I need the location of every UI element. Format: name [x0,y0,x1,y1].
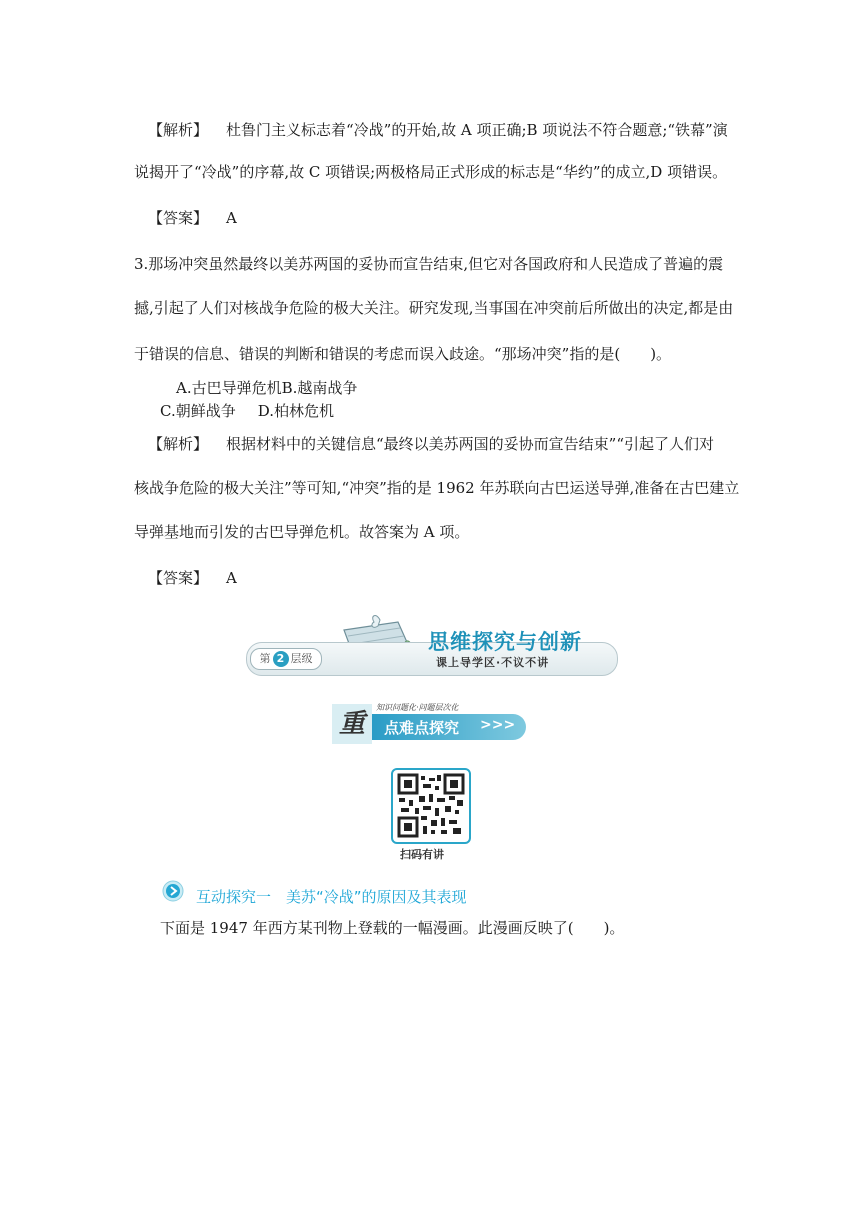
option-c: C.朝鲜战争 [160,402,236,420]
banner-subtitle: 课上导学区·不议不讲 [436,656,550,669]
intro-text: 下面是 1947 年西方某刊物上登载的一幅漫画。此漫画反映了( )。 [160,919,625,937]
level-prefix: 第 [259,652,271,665]
zhong-icon: 重 [332,704,372,744]
q3-stem-line3: 于错误的信息、错误的判断和错误的考虑而误入歧途。“那场冲突”指的是( )。 [134,345,672,363]
sub-banner-label: 点难点探究 [384,719,460,737]
level-number: 2 [273,651,289,667]
q3-stem-line1: 3.那场冲突虽然最终以美苏两国的妥协而宣告结束,但它对各国政府和人民造成了普遍的震 [134,255,724,273]
q3-answer [148,568,237,588]
level-suffix: 层级 [290,652,313,665]
q2-answer [148,208,237,228]
q2-analysis-line2: 说揭开了“冷战”的序幕,故 C 项错误;两极格局正式形成的标志是“华约”的成立,D 项错误。 [134,163,728,181]
arrow-circle-icon [162,880,184,902]
analysis-text: 杜鲁门主义标志着“冷战”的开始,故 A 项正确;B 项说法不符合题意;“铁幕”演 [226,121,728,139]
qr-caption: 扫码有讲 [400,848,444,861]
section-banner [240,612,620,678]
level-badge [250,648,322,670]
explore-heading: 互动探究一 美苏“冷战”的原因及其表现 [196,888,467,906]
analysis-tag: 【解析】 [148,121,209,139]
analysis-tag: 【解析】 [148,435,209,453]
banner-title: 思维探究与创新 [428,630,582,654]
q3-analysis-line2: 核战争危险的极大关注”等可知,“冲突”指的是 1962 年苏联向古巴运送导弹,准备在古巴建立 [134,479,740,497]
sub-banner-top-text: 知识问题化·问题层次化 [376,703,459,712]
q2-analysis-line1 [148,120,728,140]
option-d: D.柏林危机 [257,402,334,420]
q3-analysis-line1 [148,434,714,454]
option-a: A.古巴导弹危机 [176,379,282,397]
option-b: B.越南战争 [281,379,358,397]
sub-banner [332,700,532,750]
q3-stem-line2: 撼,引起了人们对核战争危险的极大关注。研究发现,当事国在冲突前后所做出的决定,都是由 [134,299,734,317]
analysis-text: 根据材料中的关键信息“最终以美苏两国的妥协而宣告结束”“引起了人们对 [226,435,715,453]
answer-tag: 【答案】 [148,209,209,227]
q3-analysis-line3: 导弹基地而引发的古巴导弹危机。故答案为 A 项。 [134,523,470,541]
qr-pattern [393,770,469,842]
answer-tag: 【答案】 [148,569,209,587]
answer-value: A [226,569,237,587]
qr-code[interactable] [391,768,471,844]
chevrons-icon: >>> [480,717,516,733]
q3-options-row1 [176,378,357,398]
q3-options-row2 [160,401,334,421]
answer-value: A [226,209,237,227]
